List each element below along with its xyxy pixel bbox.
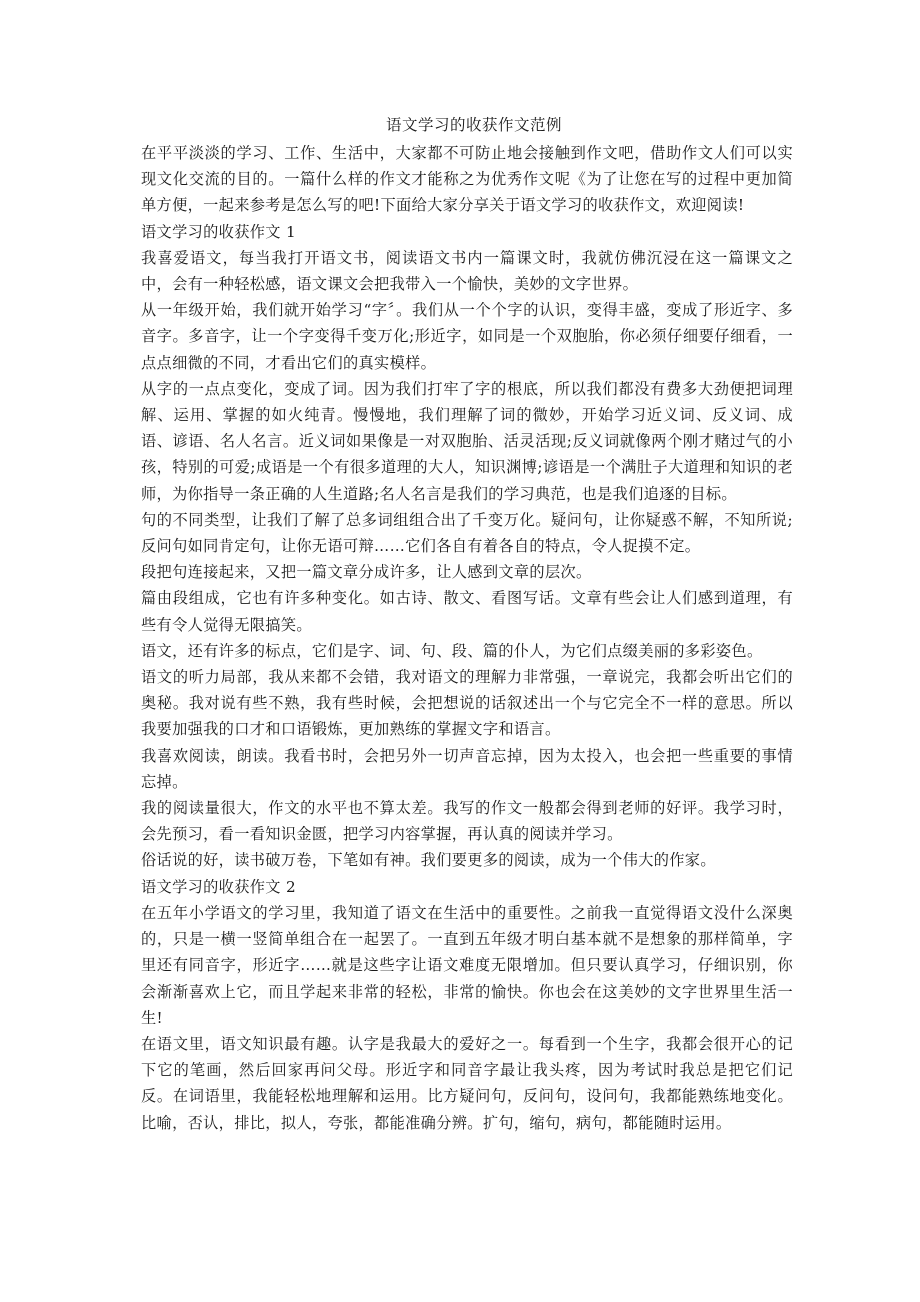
paragraph: 我喜欢阅读，朗读。我看书时，会把另外一切声音忘掉，因为太投入，也会把一些重要的事情忘掉。: [141, 746, 793, 791]
paragraph: 在平平淡淡的学习、工作、生活中，大家都不可防止地会接触到作文吧，借助作文人们可以实现文化交流的目的。一篇什么样的作文才能称之为优秀作文呢《为了让您在写的过程中更加简单方便，一起来参考是怎么写的吧!下面给大家分享关于语文学习的收获作文，欢迎阅读!: [141, 144, 793, 215]
paragraph: 我的阅读量很大，作文的水平也不算太差。我写的作文一般都会得到老师的好评。我学习时，会先预习，看一看知识金匮，把学习内容掌握，再认真的阅读并学习。: [141, 799, 793, 844]
paragraph: 篇由段组成，它也有许多种变化。如古诗、散文、看图写话。文章有些会让人们感到道理，有些有令人觉得无限搞笑。: [141, 589, 793, 634]
paragraph: 语文，还有许多的标点，它们是字、词、句、段、篇的仆人，为它们点缀美丽的多彩姿色。: [141, 641, 763, 660]
paragraph: 语文的听力局部，我从来都不会错，我对语文的理解力非常强，一章说完，我都会听出它们的奥秘。我对说有些不熟，我有些时候，会把想说的话叙述出一个与它完全不一样的意思。所以我要加强我的口才和口语锻炼，更加熟练的掌握文字和语言。: [141, 668, 793, 739]
document-body: [141, 140, 793, 1136]
document-page: [141, 112, 793, 1136]
document-title: 语文学习的收获作文范例: [385, 116, 562, 134]
paragraph: 句的不同类型，让我们了解了总多词组组合出了千变万化。疑问句，让你疑惑不解，不知所说;反问句如同肯定句，让你无语可辩……它们各自有着各自的特点，令人捉摸不定。: [141, 510, 793, 556]
paragraph: 在五年小学语文的学习里，我知道了语文在生活中的重要性。之前我一直觉得语文没什么深奥的，只是一横一竖简单组合在一起罢了。一直到五年级才明白基本就不是想象的那样简单，字里还有同音字，形近字……就是这些字让语文难度无限增加。但只要认真学习，仔细识别，你会渐渐喜欢上它，而且学起来非常的轻松，非常的愉快。你也会在这美妙的文字世界里生活一生!: [141, 903, 793, 1027]
section-heading: 语文学习的收获作文 1: [141, 222, 297, 241]
paragraph: 段把句连接起来，又把一篇文章分成许多，让人感到文章的层次。: [141, 563, 592, 582]
paragraph: 从字的一点点变化，变成了词。因为我们打牢了字的根底，所以我们都没有费多大劲便把词理解、运用、掌握的如火纯青。慢慢地，我们理解了词的微妙，开始学习近义词、反义词、成语、谚语、名人名言。近义词如果像是一对双胞胎、活灵活现;反义词就像两个刚才赌过气的小孩，特别的可爱;成语是一个有很多道理的大人，知识渊博;谚语是一个满肚子大道理和知识的老师，为你指导一条正确的人生道路;名人名言是我们的学习典范，也是我们追逐的目标。: [141, 379, 793, 503]
section-heading: 语文学习的收获作文 2: [141, 877, 297, 896]
paragraph: 在语文里，语文知识最有趣。认字是我最大的爱好之一。每看到一个生字，我都会很开心的记下它的笔画，然后回家再问父母。形近字和同音字最让我头疼，因为考试时我总是把它们记反。在词语里，我能轻松地理解和运用。比方疑问句，反问句，设问句，我都能熟练地变化。比喻，否认，排比，拟人，夸张，都能准确分辨。扩句，缩句，病句，都能随时运用。: [141, 1034, 793, 1132]
paragraph: 我喜爱语文，每当我打开语文书，阅读语文书内一篇课文时，我就仿佛沉浸在这一篇课文之中，会有一种轻松感，语文课文会把我带入一个愉快，美妙的文字世界。: [141, 248, 793, 294]
paragraph: 俗话说的好，读书破万卷，下笔如有神。我们要更多的阅读，成为一个伟大的作家。: [141, 851, 716, 870]
paragraph: 从一年级开始，我们就开始学习“字〞。我们从一个个字的认识，变得丰盛，变成了形近字、多音字。多音字，让一个字变得千变万化;形近字，如同是一个双胞胎，你必须仔细要仔细看，一点点细微的不同，才看出它们的真实模样。: [141, 301, 793, 372]
